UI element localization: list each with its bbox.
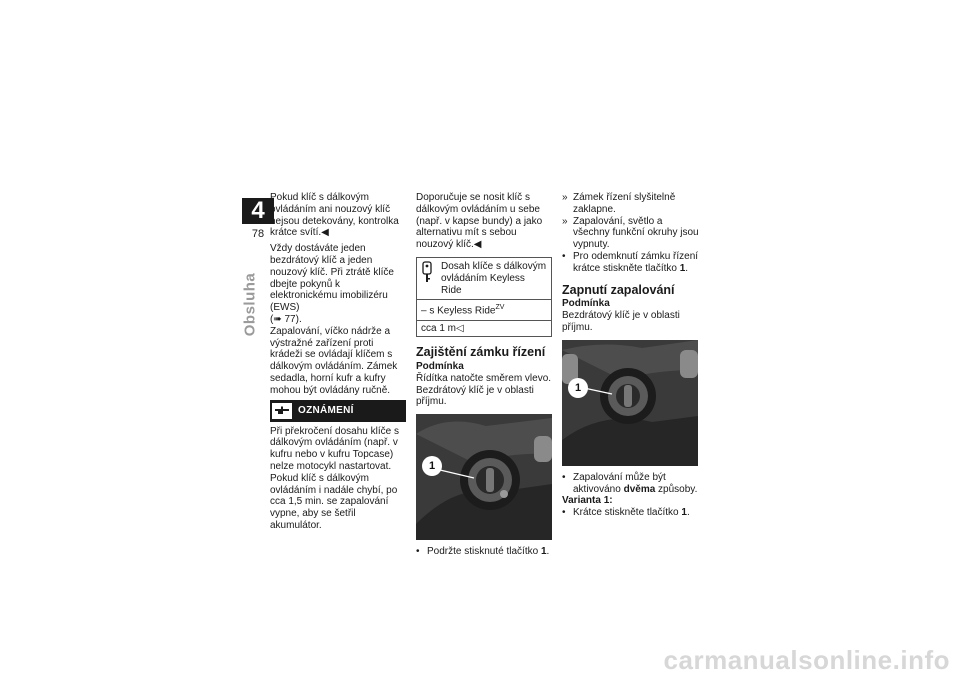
key-range-table — [416, 257, 552, 337]
paragraph: Zapalování, víčko nádrže a výstražné zařízení proti krádeži se ovládají klíčem s dálkovým ovládáním. Zámek sedadla, horní kufr a kufry mohou být ovládány ručně. — [270, 325, 398, 396]
handlebar-photo — [562, 340, 698, 466]
result-item: » Zapalování, světlo a všechny funkční okruhy jsou vypnuty. — [562, 215, 699, 251]
condition-heading: Podmínka — [562, 298, 610, 310]
list-item: • Zapalování může být aktivováno dvěma způsoby. — [562, 471, 698, 495]
paragraph: Doporučuje se nosit klíč s dálkovým ovládáním u sebe (např. v kapse bundy) a jako alternativu mít s sebou nouzový klíč.◀ — [416, 192, 543, 251]
notice-label: OZNÁMENÍ — [298, 404, 354, 416]
key-icon — [421, 261, 435, 296]
result-item: » Zámek řízení slyšitelně zaklapne. — [562, 192, 676, 215]
list-item: • Pro odemknutí zámku řízení krátce stiskněte tlačítko 1. — [562, 250, 699, 274]
section-heading: Zajištění zámku řízení — [416, 345, 546, 360]
condition: Bezdrátový klíč je v oblasti příjmu. — [562, 310, 680, 333]
section-heading: Zapnutí zapalování — [562, 282, 675, 297]
paragraph: Při překročení dosahu klíče s dálkovým ovládáním (např. v kufru nebo v kufru Topcase) nelze motocykl nastartovat. — [270, 425, 399, 472]
pointing-hand-icon — [272, 403, 292, 419]
condition: Řídítka natočte směrem vlevo. — [416, 372, 552, 384]
key-range-value: cca 1 m◁ — [417, 320, 551, 337]
condition-heading: Podmínka — [416, 361, 464, 373]
paragraph: Pokud klíč s dálkovým ovládáním i nadále chybí, po cca 1,5 min. se zapalování vypne, aby se šetřil akumulátor. — [270, 472, 398, 531]
column-3 — [562, 192, 700, 519]
column-2 — [416, 192, 552, 558]
notice-banner — [270, 400, 406, 422]
variant-heading: Varianta 1: — [562, 495, 613, 507]
key-range-row: – s Keyless Ride$^{ZV}$ — [417, 299, 551, 319]
list-item: • Krátce stiskněte tlačítko 1. — [562, 507, 690, 519]
paragraph: Vždy dostáváte jeden bezdrátový klíč a jeden nouzový klíč. Při ztrátě klíče dbejte pokynů k elektronickému imobilizéru (EWS) — [270, 243, 394, 314]
paragraph: Pokud klíč s dálkovým ovládáním ani nouzový klíč nejsou detekovány, kontrolka krátce svítí.◀ — [270, 192, 399, 239]
page-reference[interactable]: (➠ 77). — [270, 313, 302, 325]
column-1 — [270, 192, 406, 532]
watermark: carmanualsonline.info — [663, 645, 950, 675]
condition: Bezdrátový klíč je v oblasti příjmu. — [416, 384, 534, 408]
chapter-number: 4 — [242, 198, 274, 224]
handlebar-photo — [416, 414, 552, 540]
callout-badge: 1 — [568, 378, 588, 398]
section-label: Obsluha — [241, 272, 259, 337]
page-number: 78 — [251, 228, 265, 240]
list-item: • Podržte stisknuté tlačítko 1. — [416, 546, 550, 558]
key-range-title: Dosah klíče s dálkovým ovládáním Keyless Ride — [441, 260, 547, 296]
callout-badge: 1 — [422, 456, 442, 476]
